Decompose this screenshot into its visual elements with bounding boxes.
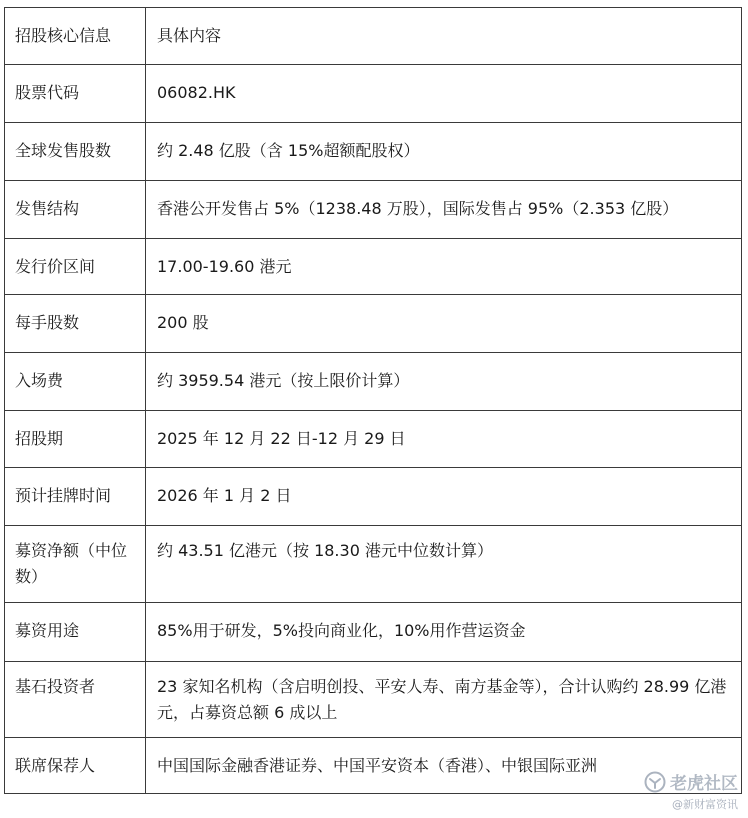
row-key: 每手股数 bbox=[5, 295, 146, 353]
row-key: 股票代码 bbox=[5, 65, 146, 123]
watermark-sub-text: @新财富资讯 bbox=[672, 798, 738, 811]
table-row bbox=[5, 353, 742, 411]
row-value: 23 家知名机构（含启明创投、平安人寿、南方基金等），合计认购约 28.99 亿港元，占募资总额 6 成以上 bbox=[146, 662, 742, 738]
row-value: 约 43.51 亿港元（按 18.30 港元中位数计算） bbox=[146, 526, 742, 603]
table-row bbox=[5, 239, 742, 295]
row-value: 香港公开发售占 5%（1238.48 万股），国际发售占 95%（2.353 亿股） bbox=[146, 181, 742, 239]
watermark-brand-text: 老虎社区 bbox=[670, 774, 738, 794]
table-row bbox=[5, 738, 742, 794]
header-value-cell: 具体内容 bbox=[146, 8, 742, 65]
row-key: 发行价区间 bbox=[5, 239, 146, 295]
table-header-row bbox=[5, 8, 742, 65]
row-value: 200 股 bbox=[146, 295, 742, 353]
row-value: 约 3959.54 港元（按上限价计算） bbox=[146, 353, 742, 411]
table-row bbox=[5, 468, 742, 526]
header-key-cell: 招股核心信息 bbox=[5, 8, 146, 65]
row-key: 入场费 bbox=[5, 353, 146, 411]
row-key: 募资用途 bbox=[5, 603, 146, 662]
table-row bbox=[5, 603, 742, 662]
ipo-info-table-container bbox=[4, 7, 741, 794]
table-row bbox=[5, 123, 742, 181]
table-row bbox=[5, 662, 742, 738]
row-key: 预计挂牌时间 bbox=[5, 468, 146, 526]
row-key: 募资净额（中位数） bbox=[5, 526, 146, 603]
row-value: 中国国际金融香港证券、中国平安资本（香港）、中银国际亚洲 bbox=[146, 738, 742, 794]
table-row bbox=[5, 65, 742, 123]
row-value: 约 2.48 亿股（含 15%超额配股权） bbox=[146, 123, 742, 181]
row-value: 17.00-19.60 港元 bbox=[146, 239, 742, 295]
table-row bbox=[5, 181, 742, 239]
row-key: 发售结构 bbox=[5, 181, 146, 239]
table-row bbox=[5, 411, 742, 468]
row-value: 85%用于研发，5%投向商业化，10%用作营运资金 bbox=[146, 603, 742, 662]
row-key: 招股期 bbox=[5, 411, 146, 468]
row-value: 06082.HK bbox=[146, 65, 742, 123]
table-row bbox=[5, 295, 742, 353]
table-row bbox=[5, 526, 742, 603]
row-key: 联席保荐人 bbox=[5, 738, 146, 794]
row-value: 2025 年 12 月 22 日-12 月 29 日 bbox=[146, 411, 742, 468]
row-key: 全球发售股数 bbox=[5, 123, 146, 181]
ipo-info-table bbox=[4, 7, 742, 794]
row-key: 基石投资者 bbox=[5, 662, 146, 738]
row-value: 2026 年 1 月 2 日 bbox=[146, 468, 742, 526]
